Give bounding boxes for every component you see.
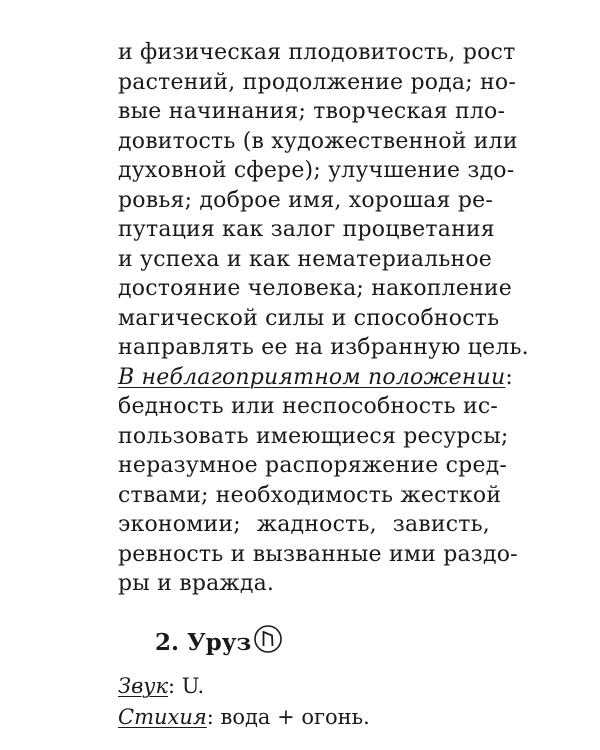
text-line: и успеха и как нематериальное [118,246,493,272]
text-line: довитость (в художественной или [118,128,518,154]
text-line: растений, продолжение рода; но- [118,69,516,95]
unfavorable-colon: : [505,364,513,390]
text-line: экономии; жадность, зависть, [118,512,490,537]
section-title: 2. Уруз [155,629,252,656]
unfavorable-heading-line [118,363,513,393]
element-field [118,703,370,731]
text-line: ствами; необходимость жесткой [118,482,502,508]
text-line: духовной сфере); улучшение здо- [118,158,515,183]
text-line: достояние человека; накопление [118,276,512,301]
sound-value: : U. [168,674,205,698]
unfavorable-label: В неблагоприятном положении [118,364,506,390]
text-line: неразумное распоряжение сред- [118,453,508,478]
text-line: путация как залог процветания [118,217,495,242]
element-value: : вода + огонь. [206,705,370,729]
text-line: магической силы и способность [118,305,500,331]
text-line: и физическая плодовитость, рост [118,40,516,65]
text-line: ревность и вызванные ими раздо- [118,541,518,567]
text-line: бедность или неспособность ис- [118,394,498,419]
element-label: Стихия [118,705,207,729]
text-line: направлять ее на избранную цель. [118,335,529,360]
uruz-rune-icon [253,624,283,654]
text-line: вые начинания; творческая пло- [118,99,506,124]
text-line: ровья; доброе имя, хорошая ре- [118,187,493,213]
sound-label: Звук [118,674,169,698]
text-line: пользовать имеющиеся ресурсы; [118,423,509,449]
text-line: ры и вражда. [118,571,275,596]
sound-field [118,672,204,700]
